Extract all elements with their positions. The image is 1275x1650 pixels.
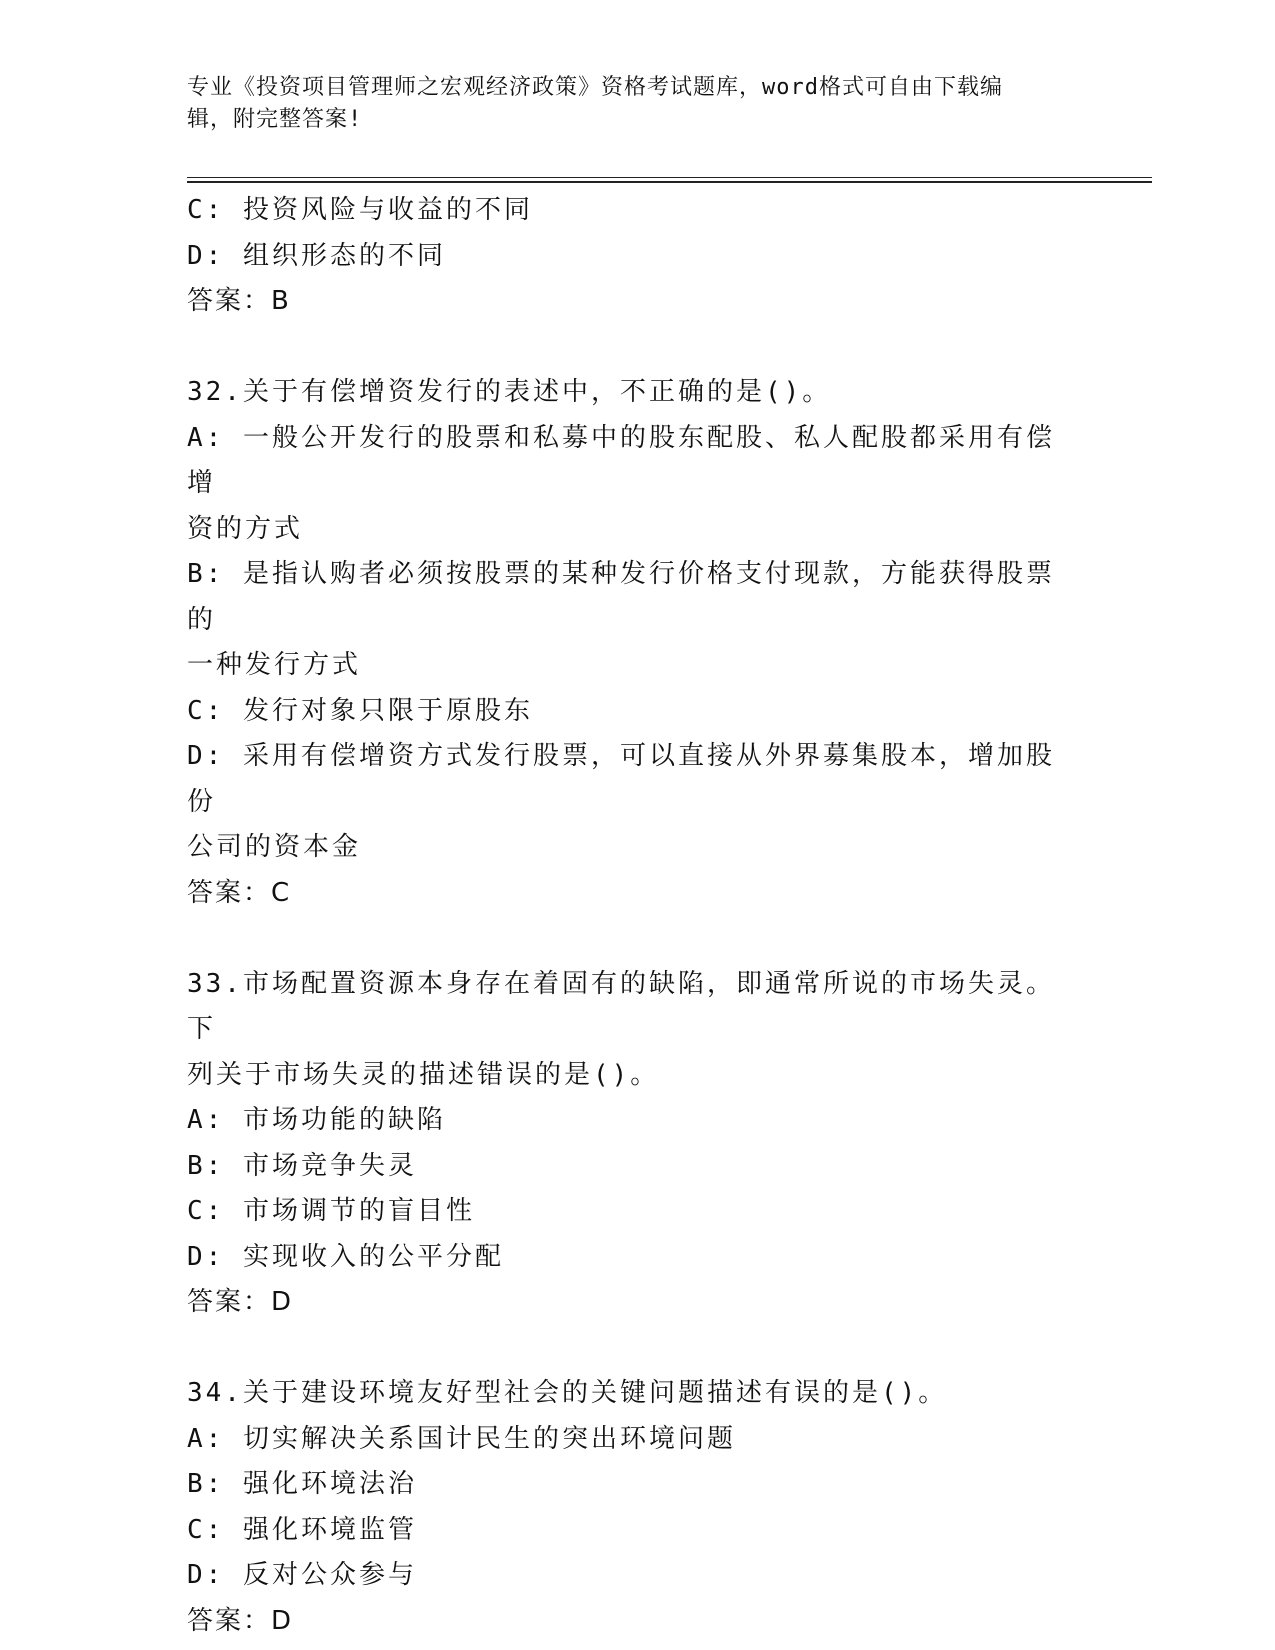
option-b-line-1: B: 是指认购者必须按股票的某种发行价格支付现款，方能获得股票的 (187, 559, 1055, 635)
question-block-33 (187, 962, 1077, 1326)
option-a-line-2: 资的方式 (187, 513, 304, 544)
question-block-31 (187, 188, 1077, 325)
option-d: D: 组织形态的不同 (187, 240, 446, 271)
question-block-32 (187, 370, 1077, 916)
option-c: C: 发行对象只限于原股东 (187, 695, 533, 726)
option-d: D: 反对公众参与 (187, 1560, 417, 1590)
spacer (187, 1326, 1077, 1372)
option-d-line-1: D: 采用有偿增资方式发行股票，可以直接从外界募集股本，增加股份 (187, 741, 1055, 817)
answer-line: 答案：B (187, 286, 291, 316)
option-a: A: 切实解决关系国计民生的突出环境问题 (187, 1423, 736, 1454)
spacer (187, 916, 1077, 962)
option-c: C: 投资风险与收益的不同 (187, 195, 533, 225)
header-divider-thick (187, 181, 1152, 183)
question-stem-line-1: 33.市场配置资源本身存在着固有的缺陷，即通常所说的市场失灵。下 (187, 968, 1055, 1044)
question-stem-line-2: 列关于市场失灵的描述错误的是()。 (187, 1059, 660, 1090)
spacer (187, 325, 1077, 371)
option-a-line-1: A: 一般公开发行的股票和私募中的股东配股、私人配股都采用有偿增 (187, 422, 1055, 498)
option-c: C: 市场调节的盲目性 (187, 1196, 475, 1226)
option-d: D: 实现收入的公平分配 (187, 1241, 504, 1272)
option-b: B: 强化环境法治 (187, 1469, 417, 1499)
answer-line: 答案：D (187, 1605, 294, 1636)
header-line-2: 辑，附完整答案! (187, 107, 363, 132)
question-stem: 32.关于有偿增资发行的表述中，不正确的是()。 (187, 377, 832, 407)
question-list (187, 188, 1077, 1644)
document-header (187, 72, 1067, 136)
option-c: C: 强化环境监管 (187, 1514, 417, 1545)
answer-line: 答案：D (187, 1287, 294, 1317)
option-b: B: 市场竞争失灵 (187, 1150, 417, 1181)
answer-line: 答案：C (187, 877, 292, 908)
question-block-34 (187, 1371, 1077, 1644)
option-d-line-2: 公司的资本金 (187, 832, 362, 862)
header-line-1: 专业《投资项目管理师之宏观经济政策》资格考试题库，word格式可自由下载编 (187, 75, 1003, 100)
header-divider-thin (187, 177, 1152, 178)
option-b-line-2: 一种发行方式 (187, 650, 362, 680)
option-a: A: 市场功能的缺陷 (187, 1105, 446, 1135)
question-stem: 34.关于建设环境友好型社会的关键问题描述有误的是()。 (187, 1378, 948, 1408)
